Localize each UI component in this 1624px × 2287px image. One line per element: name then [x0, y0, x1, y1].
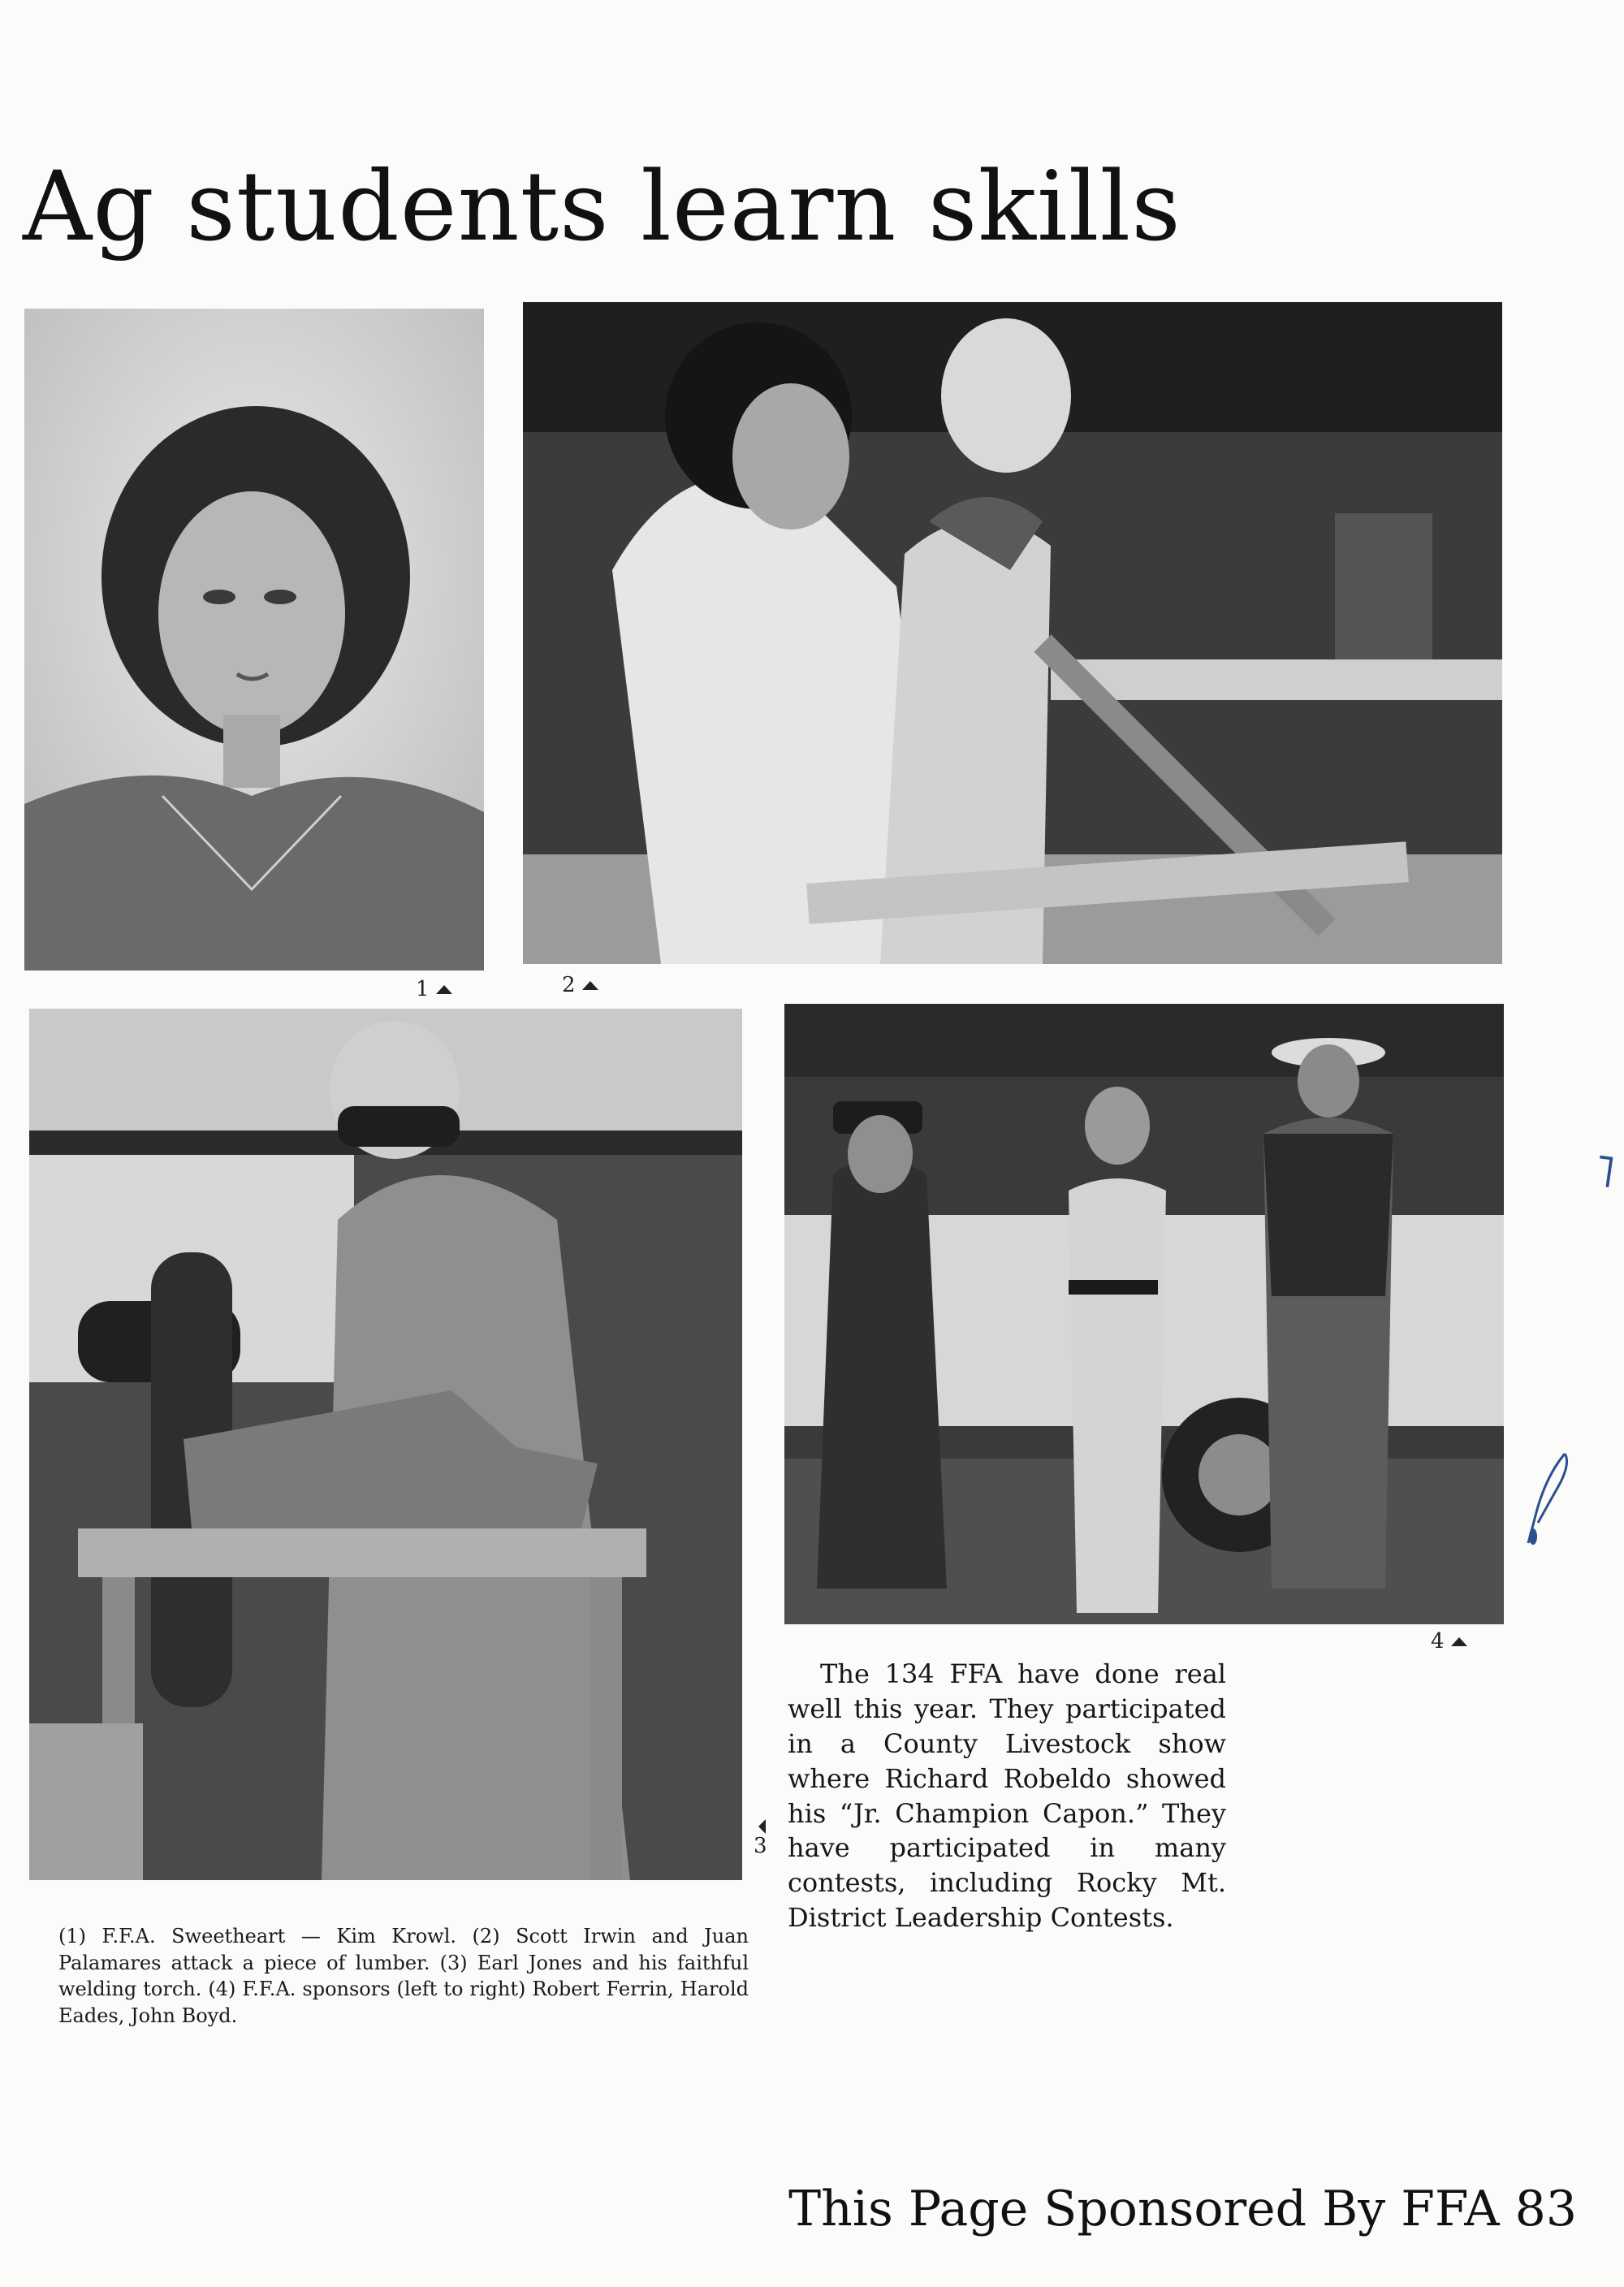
sponsor-footer: This Page Sponsored By FFA 83	[788, 2181, 1577, 2237]
photo-sawing-lumber	[523, 302, 1502, 964]
photo-number-4: 4	[1431, 1629, 1445, 1654]
triangle-up-icon	[436, 985, 452, 994]
photo-captions: (1) F.F.A. Sweetheart — Kim Krowl. (2) Scott Irwin and Juan Palamares attack a piece of lumber. (3) Earl Jones and his faithful welding torch. (4) F.F.A. sponsors (left to right) Robert Ferrin, Harold Eades, John Boyd.	[58, 1925, 749, 2027]
triangle-up-icon	[582, 981, 598, 990]
triangle-up-icon	[1451, 1637, 1467, 1646]
page-headline: Ag students learn skills	[23, 150, 1181, 262]
photo-marker-4	[1431, 1631, 1467, 1652]
pen-mark-icon: ˥	[1589, 1144, 1620, 1200]
pencil-doodle-icon	[1520, 1446, 1577, 1559]
photo-number-1: 1	[416, 977, 430, 1001]
story-paragraph: The 134 FFA have done real well this year. They participated in a County Livestock show where Richard Robeldo showed his “Jr. Champion Capon.” They have participated in many contests, including Rocky Mt. District Leadership Contests.	[788, 1658, 1226, 1934]
photo-marker-2	[562, 975, 598, 996]
photo-number-2: 2	[562, 973, 576, 997]
photo-marker-1	[416, 979, 452, 1000]
triangle-left-icon	[758, 1819, 766, 1834]
photo-marker-3	[754, 1819, 767, 1857]
photo-number-3: 3	[754, 1834, 767, 1858]
photo-welding	[29, 1009, 742, 1880]
photo-sweetheart-portrait	[24, 309, 484, 971]
photo-sponsors	[784, 1004, 1504, 1624]
